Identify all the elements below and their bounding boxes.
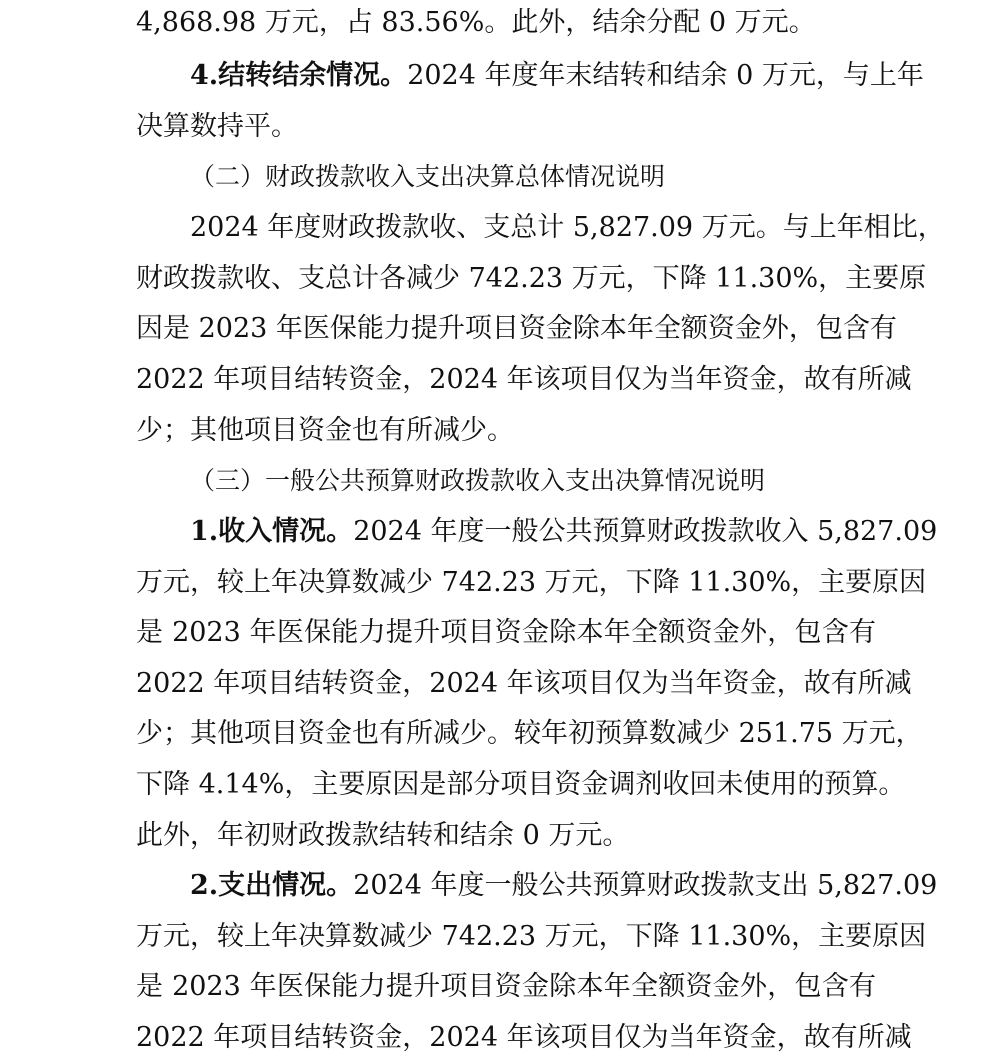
paragraph-text: 2024 年度一般公共预算财政拨款支出 5,827.09 [353, 870, 938, 901]
paragraph-line: 下降 4.14%，主要原因是部分项目资金调剂收回未使用的预算。 [136, 769, 906, 800]
paragraph-line: 2022 年项目结转资金，2024 年该项目仅为当年资金，故有所减 [136, 1022, 912, 1053]
paragraph-line: 决算数持平。 [136, 111, 298, 142]
section-lead: 4.结转结余情况。 [190, 60, 408, 91]
paragraph-line: 2022 年项目结转资金，2024 年该项目仅为当年资金，故有所减 [136, 364, 912, 395]
section-heading: （三）一般公共预算财政拨款收入支出决算情况说明 [190, 466, 766, 495]
section-lead: 2.支出情况。 [190, 870, 354, 901]
paragraph-line: 是 2023 年医保能力提升项目资金除本年全额资金外，包含有 [136, 617, 876, 648]
paragraph-line: 万元，较上年决算数减少 742.23 万元，下降 11.30%，主要原因 [136, 567, 927, 598]
paragraph-line: 因是 2023 年医保能力提升项目资金除本年全额资金外，包含有 [136, 313, 897, 344]
paragraph-line: 是 2023 年医保能力提升项目资金除本年全额资金外，包含有 [136, 971, 876, 1002]
paragraph-line: 2022 年项目结转资金，2024 年该项目仅为当年资金，故有所减 [136, 668, 912, 699]
section-lead: 1.收入情况。 [190, 516, 354, 547]
paragraph-text: 2024 年度一般公共预算财政拨款收入 5,827.09 [353, 516, 938, 547]
paragraph-text: 2024 年度年末结转和结余 0 万元，与上年 [407, 60, 924, 91]
section-heading: （二）财政拨款收入支出决算总体情况说明 [190, 162, 666, 191]
paragraph-line: 万元，较上年决算数减少 742.23 万元，下降 11.30%，主要原因 [136, 921, 927, 952]
paragraph-line: 财政拨款收、支总计各减少 742.23 万元，下降 11.30%，主要原 [136, 263, 927, 294]
paragraph-line: 少；其他项目资金也有所减少。 [136, 415, 514, 446]
paragraph-line [190, 59, 924, 93]
paragraph-line: 2024 年度财政拨款收、支总计 5,827.09 万元。与上年相比， [190, 212, 945, 243]
paragraph-line [190, 515, 938, 549]
paragraph-line [190, 869, 938, 903]
paragraph-line: 此外，年初财政拨款结转和结余 0 万元。 [136, 820, 630, 851]
paragraph-line: 少；其他项目资金也有所减少。较年初预算数减少 251.75 万元， [136, 718, 923, 749]
paragraph-line: 4,868.98 万元，占 83.56%。此外，结余分配 0 万元。 [136, 7, 816, 38]
